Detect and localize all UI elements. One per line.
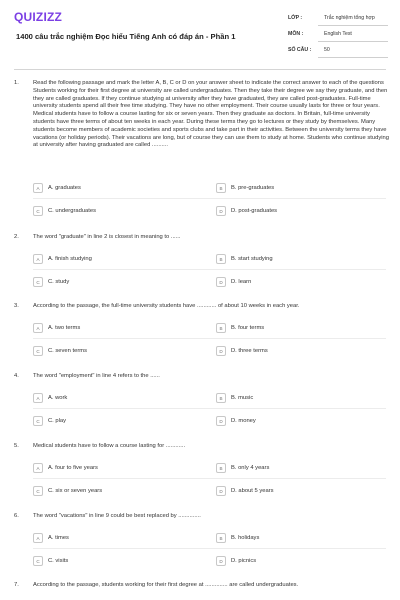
question-text: Read the following passage and mark the letter A, B, C or D on your answer sheet to indicate the correct answer to each of the questions Students working for their first degree at university are called undergraduates. Then they take their degree we say they graduate, and then they are called graduates. If they continue studying at university after they have graduated, they are called post-graduates. Full-time university students spend all their free time studying. They have no other employment. Their course usually lasts for three or four years. Medical students have to follow a course lasting for six or seven years. Then they graduate as doctors. In Britain, full-time university students have three terms of about ten weeks in each year. During these terms they go to lectures or they study by themselves. Many students become members of academic societies and sports clubs and take part in their activities. Between the university terms they have vacations (or holiday periods). Their vacations are long, but of course they can use them to study at home. Students who continue studying at university after having graduated are called .......... [33,80,389,149]
question-number: 6. [14,513,19,519]
option-letter-badge: C [33,277,43,287]
question-text: Medical students have to follow a course lasting for ............ [33,443,186,449]
option-d[interactable] [216,416,366,426]
option-text: B. start studying [231,255,273,262]
option-letter-badge: D [216,416,226,426]
question-text: According to the passage, the full-time university students have ............ of about 10 weeks in each year. [33,303,300,309]
meta-count-value: 50 [324,47,330,53]
option-divider [33,269,386,270]
option-text: C. study [48,278,70,285]
option-c[interactable] [33,206,183,216]
option-letter-badge: B [216,323,226,333]
option-b[interactable] [216,183,366,193]
option-text: D. picnics [231,557,257,564]
option-letter-badge: A [33,533,43,543]
option-letter-badge: C [33,486,43,496]
option-letter-badge: D [216,556,226,566]
meta-class-value: Trắc nghiệm tổng hợp [324,15,375,21]
option-text: A. two terms [48,324,81,331]
option-b[interactable] [216,533,366,543]
option-divider [33,408,386,409]
option-divider [33,478,386,479]
option-letter-badge: D [216,486,226,496]
option-text: B. music [231,394,254,401]
option-c[interactable] [33,346,183,356]
option-divider [33,338,386,339]
option-a[interactable] [33,254,183,264]
option-c[interactable] [33,486,183,496]
option-b[interactable] [216,393,366,403]
meta-class-underline [318,25,388,26]
option-letter-badge: C [33,346,43,356]
option-text: B. holidays [231,534,260,541]
question-text: According to the passage, students working for their first degree at .............. are called undergraduates. [33,582,299,588]
meta-subject-label: MÔN : [288,31,304,37]
meta-class-label: LỚP : [288,15,303,21]
option-text: B. pre-graduates [231,184,275,191]
option-text: D. about 5 years [231,487,274,494]
meta-subject-value: English Test [324,31,352,37]
meta-subject [288,28,388,42]
option-letter-badge: C [33,416,43,426]
question-number: 2. [14,234,19,240]
option-text: D. post-graduates [231,207,278,214]
option-letter-badge: A [33,463,43,473]
option-text: A. graduates [48,184,81,191]
option-b[interactable] [216,254,366,264]
option-text: A. times [48,534,69,541]
option-letter-badge: D [216,277,226,287]
option-text: B. only 4 years [231,464,270,471]
option-b[interactable] [216,463,366,473]
option-letter-badge: D [216,346,226,356]
option-letter-badge: A [33,183,43,193]
meta-count [288,44,388,58]
question-number: 5. [14,443,19,449]
option-text: C. six or seven years [48,487,103,494]
option-letter-badge: B [216,393,226,403]
question-text: The word "graduate" in line 2 is closest in meaning to ...... [33,234,181,240]
option-text: B. four terms [231,324,265,331]
option-d[interactable] [216,556,366,566]
option-text: C. seven terms [48,347,87,354]
option-c[interactable] [33,277,183,287]
option-a[interactable] [33,183,183,193]
option-b[interactable] [216,323,366,333]
option-text: C. undergraduates [48,207,97,214]
option-text: A. four to five years [48,464,98,471]
option-text: C. visits [48,557,69,564]
option-text: C. play [48,417,67,424]
question-text: The word "vacations" in line 9 could be best replaced by .............. [33,513,201,519]
meta-count-underline [318,57,388,58]
option-letter-badge: C [33,206,43,216]
option-text: D. money [231,417,256,424]
option-letter-badge: B [216,533,226,543]
option-d[interactable] [216,486,366,496]
option-divider [33,198,386,199]
option-text: A. work [48,394,68,401]
option-a[interactable] [33,463,183,473]
option-divider [33,548,386,549]
option-letter-badge: B [216,463,226,473]
meta-class [288,12,388,26]
option-letter-badge: A [33,254,43,264]
question-text: The word "employment" in line 4 refers to the ...... [33,373,160,379]
option-c[interactable] [33,416,183,426]
meta-count-label: SỐ CÂU : [288,47,312,53]
option-text: D. learn [231,278,252,285]
option-text: A. finish studying [48,255,92,262]
question-number: 3. [14,303,19,309]
option-a[interactable] [33,323,183,333]
question-number: 7. [14,582,19,588]
option-letter-badge: B [216,254,226,264]
option-d[interactable] [216,206,366,216]
option-text: D. three terms [231,347,268,354]
quizizz-logo: QUIZIZZ [14,10,63,24]
worksheet-header [0,0,400,66]
option-letter-badge: D [216,206,226,216]
option-letter-badge: B [216,183,226,193]
question-number: 4. [14,373,19,379]
header-divider [14,69,386,70]
option-a[interactable] [33,393,183,403]
option-letter-badge: C [33,556,43,566]
option-letter-badge: A [33,393,43,403]
option-a[interactable] [33,533,183,543]
option-d[interactable] [216,346,366,356]
meta-subject-underline [318,41,388,42]
option-letter-badge: A [33,323,43,333]
question-number: 1. [14,80,19,86]
option-d[interactable] [216,277,366,287]
option-c[interactable] [33,556,183,566]
page-title: 1400 câu trắc nghiệm Đọc hiểu Tiếng Anh có đáp án - Phần 1 [16,32,236,41]
